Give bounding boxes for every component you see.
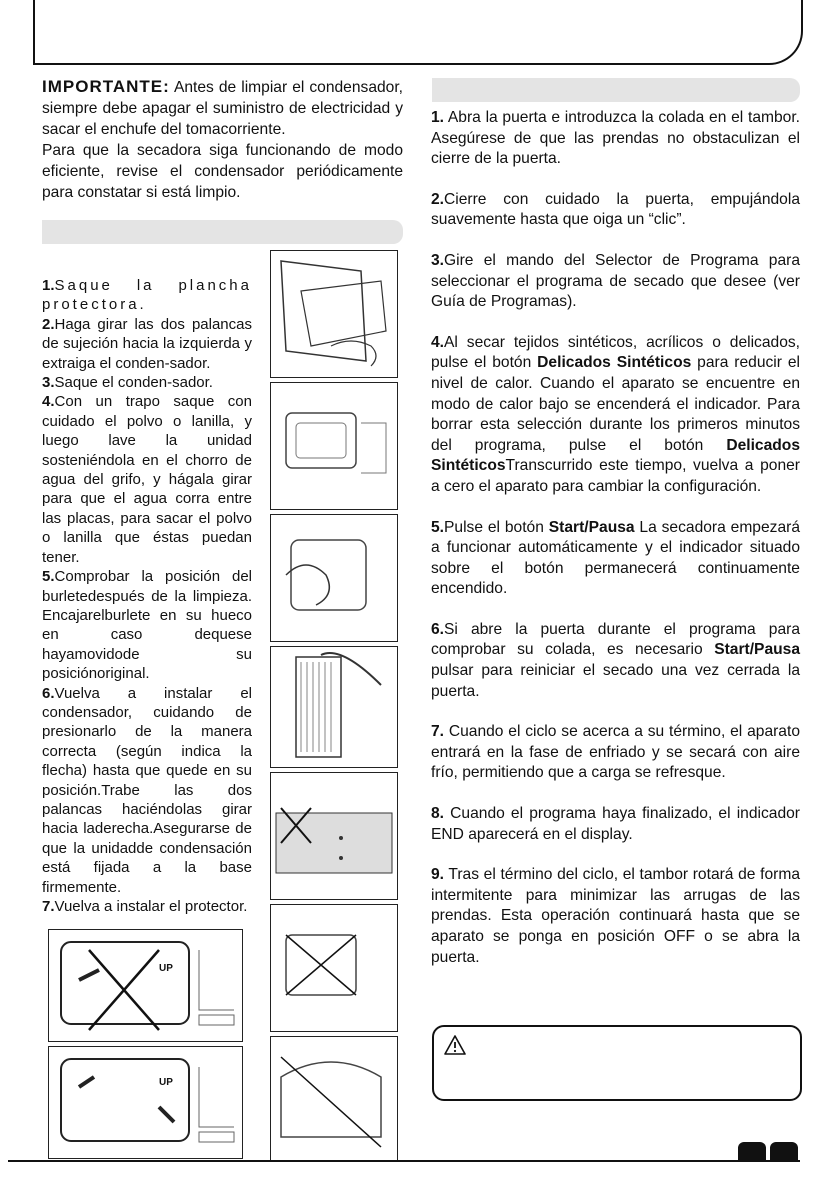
op-step-9: 9. Tras el término del ciclo, el tambor rotará de forma intermitente para minimizar las arrugas de las prendas. Esta operación continuará hasta que se aparato se ponga en posición OFF o se abra la puerta. <box>431 866 800 966</box>
up-label-top: UP <box>159 963 173 974</box>
page-tab-left <box>738 1142 766 1162</box>
condenser-wrong-panel <box>48 929 243 1042</box>
left-section-bar <box>42 220 403 244</box>
op-step-4: 4.Al secar tejidos sintéticos, acrílicos o delicados, pulse el botón Delicados Sintéticos para reducir el nivel de calor. Cuando el aparato se encuentre en modo de calor bajo se encenderá el indicador. Para borrar esta selección durante los primeros minutos del programa, pulse el botón Delicados SintéticosTranscurrido este tiempo, vuelva a poner a cero el aparato para cambiar la configuración. <box>431 333 800 495</box>
warning-triangle-icon <box>444 1035 466 1055</box>
illustration-extract <box>270 514 398 642</box>
step-1: 1.Saque la plancha protectora. <box>42 277 252 314</box>
op-step-6: 6.Si abre la puerta durante el programa para comprobar su colada, es necesario Start/Pausa pulsar para reiniciar el secado una vez cerrada la puerta. <box>431 620 800 700</box>
footer-line <box>8 1160 800 1162</box>
op-step-8: 8. Cuando el programa haya finalizado, el indicador END aparecerá en el display. <box>431 805 800 843</box>
important-text: Antes de limpiar el condensador, siempre debe apagar el suministro de electricidad y sacar el enchufe del tomacorriente. <box>42 79 403 138</box>
condenser-steps <box>42 276 252 916</box>
step-2: 2.Haga girar las dos palancas de sujeción hacia la izquierda y extraiga el conden-sador. <box>42 315 252 372</box>
header-frame <box>33 0 803 65</box>
op-step-1: 1. Abra la puerta e introduzca la colada en el tambor. Asegúrese de que las prendas no obstaculizan el cierre de la puerta. <box>431 109 800 168</box>
operation-steps <box>431 108 800 968</box>
illustration-levers <box>270 382 398 510</box>
step-7: 7.Vuelva a instalar el protector. <box>42 898 248 915</box>
step-6: 6.Vuelva a instalar el condensador, cuidando de presionarlo de la manera correcta (según indica la flecha) hasta que quede en su posición.Trabe las dos palancas haciéndolas girar hacia laderecha.Asegurarse de que la unidadde condensación está fijada a la base firmemente. <box>42 684 252 896</box>
op-step-3: 3.Gire el mando del Selector de Programa para seleccionar el programa de secado que desee (ver Guía de Programas). <box>431 251 800 311</box>
step-4: 4.Con un trapo saque con cuidado el polvo o lanilla, y luego lave la unidad sosteniéndola en el chorro de agua del grifo, y hágala girar para que el agua corra entre las placas, para sacar el polvo o lanilla que éstas puedan tener. <box>42 393 252 566</box>
illustration-seal <box>270 772 398 900</box>
up-label-bottom: UP <box>159 1077 173 1088</box>
page-tab-right <box>770 1142 798 1162</box>
illustration-reinstall <box>270 904 398 1032</box>
important-paragraph <box>42 76 403 203</box>
op-step-7: 7. Cuando el ciclo se acerca a su término, el aparato entrará en la fase de enfriado y se secará con aire frío, permitiendo que a carga se refresque. <box>431 723 800 782</box>
step-3: 3.Saque el conden-sador. <box>42 374 213 392</box>
op-step-5: 5.Pulse el botón Start/Pausa La secadora empezará a funcionar automáticamente y el indicador situado sobre el botón permanecerá continuamente encendido. <box>431 518 800 598</box>
step-5: 5.Comprobar la posición del burletedespués de la limpieza. Encajarelburlete en su hueco en caso dequese hayamovidode su posiciónoriginal. <box>42 568 252 683</box>
condenser-correct-panel <box>48 1046 243 1159</box>
illustration-wash <box>270 646 398 768</box>
right-section-bar <box>432 78 800 102</box>
important-label: IMPORTANTE: <box>42 77 170 96</box>
illustration-protector <box>270 1036 398 1162</box>
op-step-2: 2.Cierre con cuidado la puerta, empujándola suavemente hasta que oiga un “clic”. <box>431 190 800 229</box>
warning-box <box>432 1025 802 1101</box>
illustration-remove-plate <box>270 250 398 378</box>
efficiency-text: Para que la secadora siga funcionando de modo eficiente, revise el condensador periódicamente para constatar si está limpio. <box>42 142 403 201</box>
